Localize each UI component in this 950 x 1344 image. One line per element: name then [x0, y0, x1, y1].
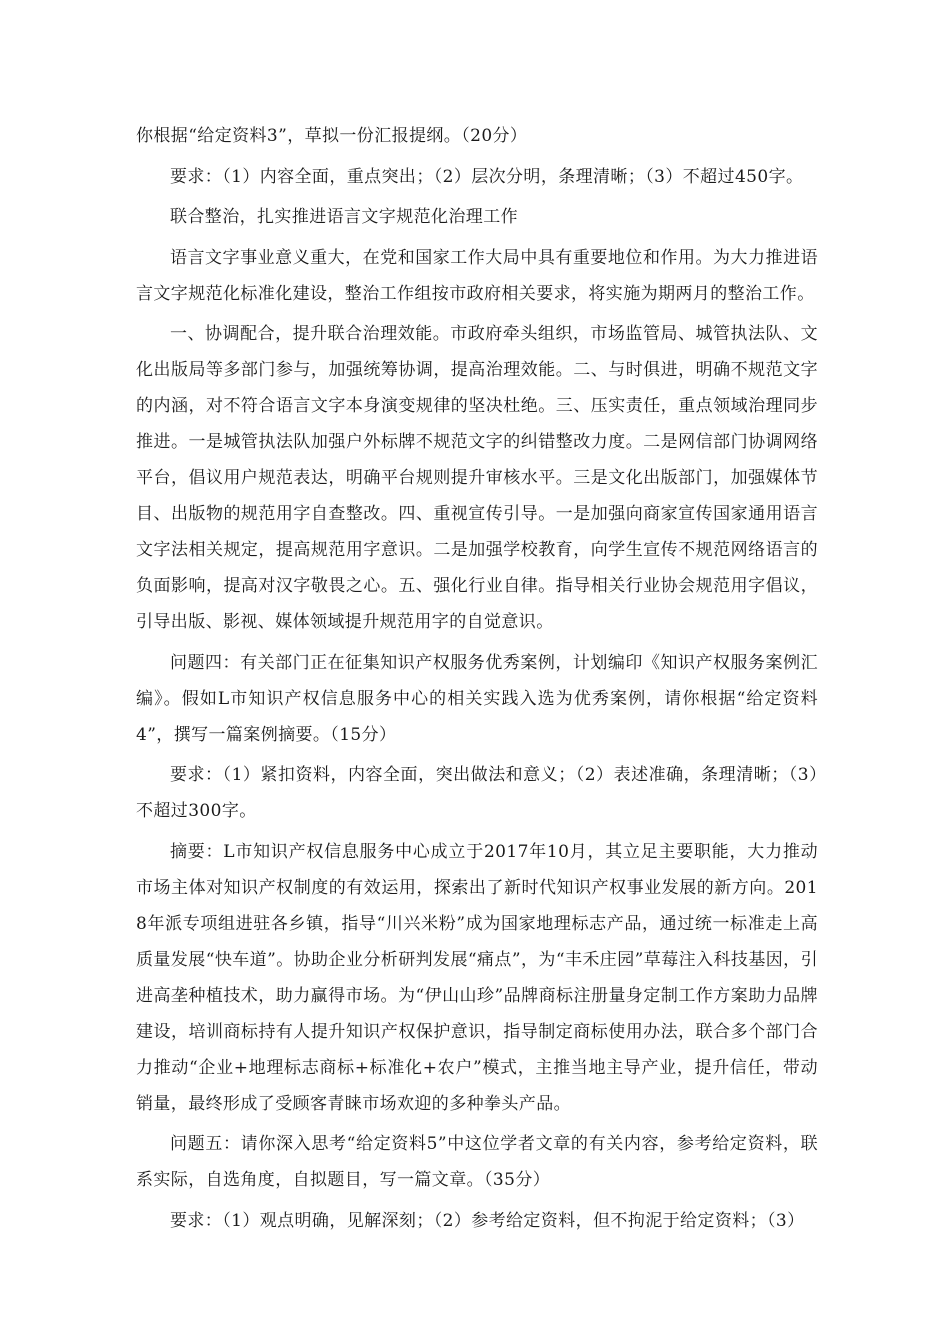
- paragraph-outline-title: 联合整治，扎实推进语言文字规范化治理工作: [170, 207, 518, 227]
- paragraph-outline-body: 一、协调配合，提升联合治理效能。市政府牵头组织，市场监管局、城管执法队、文化出版局等多部门参与，加强统筹协调，提高治理效能。二、与时俱进，明确不规范文字的内涵，对不符合语言文字本身演变规律的坚决杜绝。三、压实责任，重点领域治理同步推进。一是城管执法队加强户外标牌不规范文字的纠错整改力度。二是网信部门协调网络平台，倡议用户规范表达，明确平台规则提升审核水平。三是文化出版部门，加强媒体节目、出版物的规范用字自查整改。四、重视宣传引导。一是加强向商家宣传国家通用语言文字法相关规定，提高规范用字意识。二是加强学校教育，向学生宣传不规范网络语言的负面影响，提高对汉字敬畏之心。五、强化行业自律。指导相关行业协会规范用字倡议，引导出版、影视、媒体领域提升规范用字的自觉意识。: [136, 324, 818, 632]
- paragraph-requirements-five: 要求：（1）观点明确，见解深刻；（2）参考给定资料，但不拘泥于给定资料；（3）: [170, 1210, 805, 1231]
- paragraph-case-summary: 摘要：L市知识产权信息服务中心成立于2017年10月，其立足主要职能，大力推动市场主体对知识产权制度的有效运用，探索出了新时代知识产权事业发展的新方向。2018年派专项组进驻各乡镇，指导“川兴米粉”成为国家地理标志产品，通过统一标准走上高质量发展“快车道”。协助企业分析研判发展“痛点”，为“丰禾庄园”草莓注入科技基因，引进高垄种植技术，助力赢得市场。为“伊山山珍”品牌商标注册量身定制工作方案助力品牌建设，培训商标持有人提升知识产权保护意识，指导制定商标使用办法，联合多个部门合力推动“企业+地理标志商标+标准化+农户”模式，主推当地主导产业，提升信任，带动销量，最终形成了受顾客青睐市场欢迎的多种拳头产品。: [136, 841, 818, 1114]
- paragraph-requirements-three: 要求：（1）内容全面，重点突出；（2）层次分明，条理清晰；（3）不超过450字。: [170, 166, 804, 187]
- paragraph-outline-intro: 语言文字事业意义重大，在党和国家工作大局中具有重要地位和作用。为大力推进语言文字规范化标准化建设，整治工作组按市政府相关要求，将实施为期两月的整治工作。: [136, 247, 818, 304]
- paragraph-task-three-end: 你根据“给定资料3”，草拟一份汇报提纲。（20分）: [136, 126, 528, 146]
- paragraph-question-five: 问题五：请你深入思考“给定资料5”中这位学者文章的有关内容，参考给定资料，联系实际，自选角度，自拟题目，写一篇文章。（35分）: [136, 1134, 818, 1190]
- paragraph-requirements-four: 要求：（1）紧扣资料，内容全面，突出做法和意义；（2）表述准确，条理清晰；（3）不超过300字。: [136, 765, 818, 821]
- document-body: [136, 118, 818, 1243]
- paragraph-question-four: 问题四：有关部门正在征集知识产权服务优秀案例，计划编印《知识产权服务案例汇编》。假如L市知识产权信息服务中心的相关实践入选为优秀案例，请你根据“给定资料4”，撰写一篇案例摘要。（15分）: [136, 652, 818, 745]
